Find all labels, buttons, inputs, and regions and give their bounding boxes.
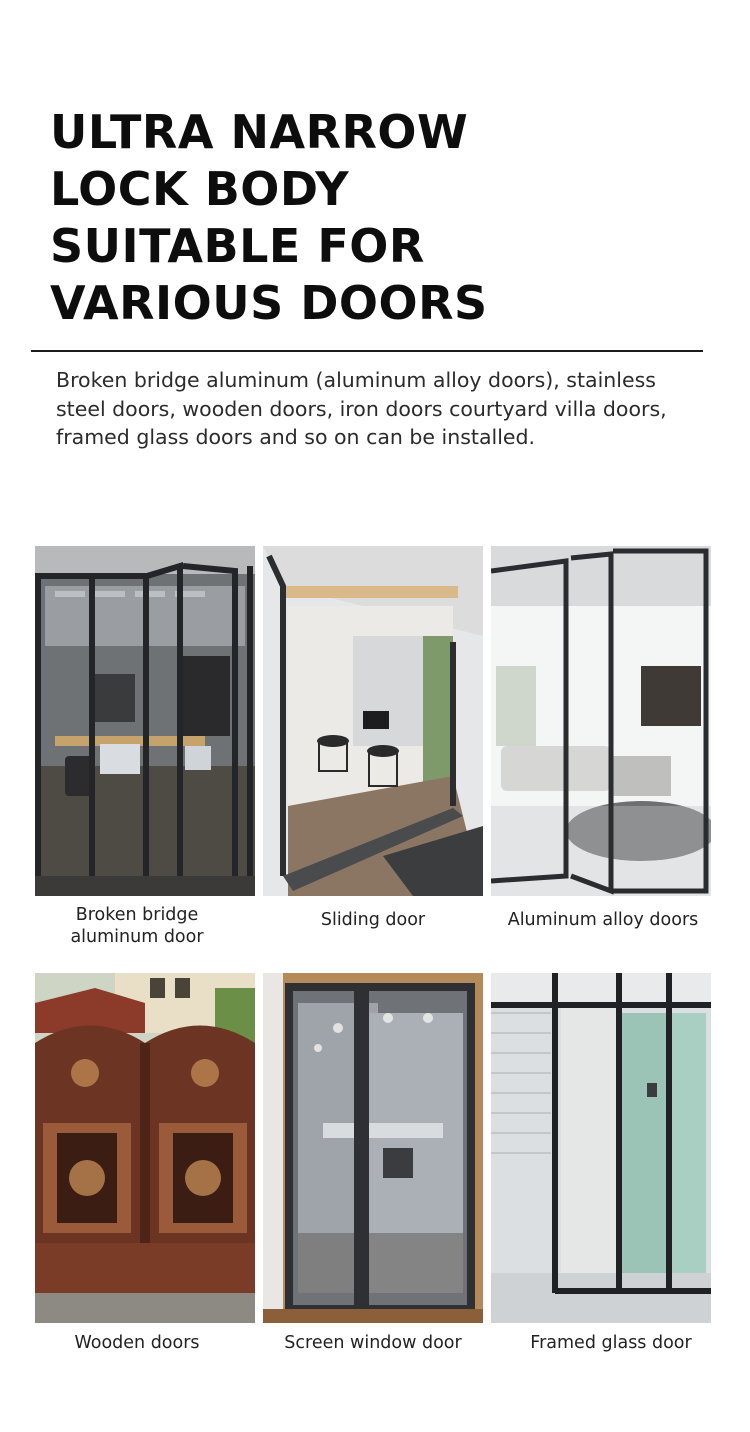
door-caption: Screen window door bbox=[284, 1333, 462, 1353]
description bbox=[56, 366, 716, 452]
sliding-door-photo bbox=[263, 546, 483, 896]
folding-door-photo bbox=[35, 546, 255, 896]
aluminum-door-photo bbox=[491, 546, 711, 896]
description-line: framed glass doors and so on can be installed. bbox=[56, 425, 536, 449]
headline-line: VARIOUS DOORS bbox=[50, 276, 488, 330]
screen-door-photo bbox=[263, 973, 483, 1323]
door-caption: Wooden doors bbox=[74, 1333, 200, 1353]
divider bbox=[31, 350, 703, 352]
wooden-gate-photo bbox=[35, 973, 255, 1323]
headline bbox=[50, 104, 610, 332]
description-line: Broken bridge aluminum (aluminum alloy doors), stainless bbox=[56, 368, 656, 392]
door-caption: Sliding door bbox=[320, 910, 426, 930]
headline-line: LOCK BODY bbox=[50, 162, 350, 216]
glass-door-photo bbox=[491, 973, 711, 1323]
door-caption: Framed glass door bbox=[530, 1333, 692, 1353]
headline-line: ULTRA NARROW bbox=[50, 105, 469, 159]
door-caption: Broken bridge aluminum door bbox=[70, 905, 204, 947]
headline-line: SUITABLE FOR bbox=[50, 219, 425, 273]
description-line: steel doors, wooden doors, iron doors courtyard villa doors, bbox=[56, 396, 667, 421]
door-caption: Aluminum alloy doors bbox=[507, 910, 699, 930]
